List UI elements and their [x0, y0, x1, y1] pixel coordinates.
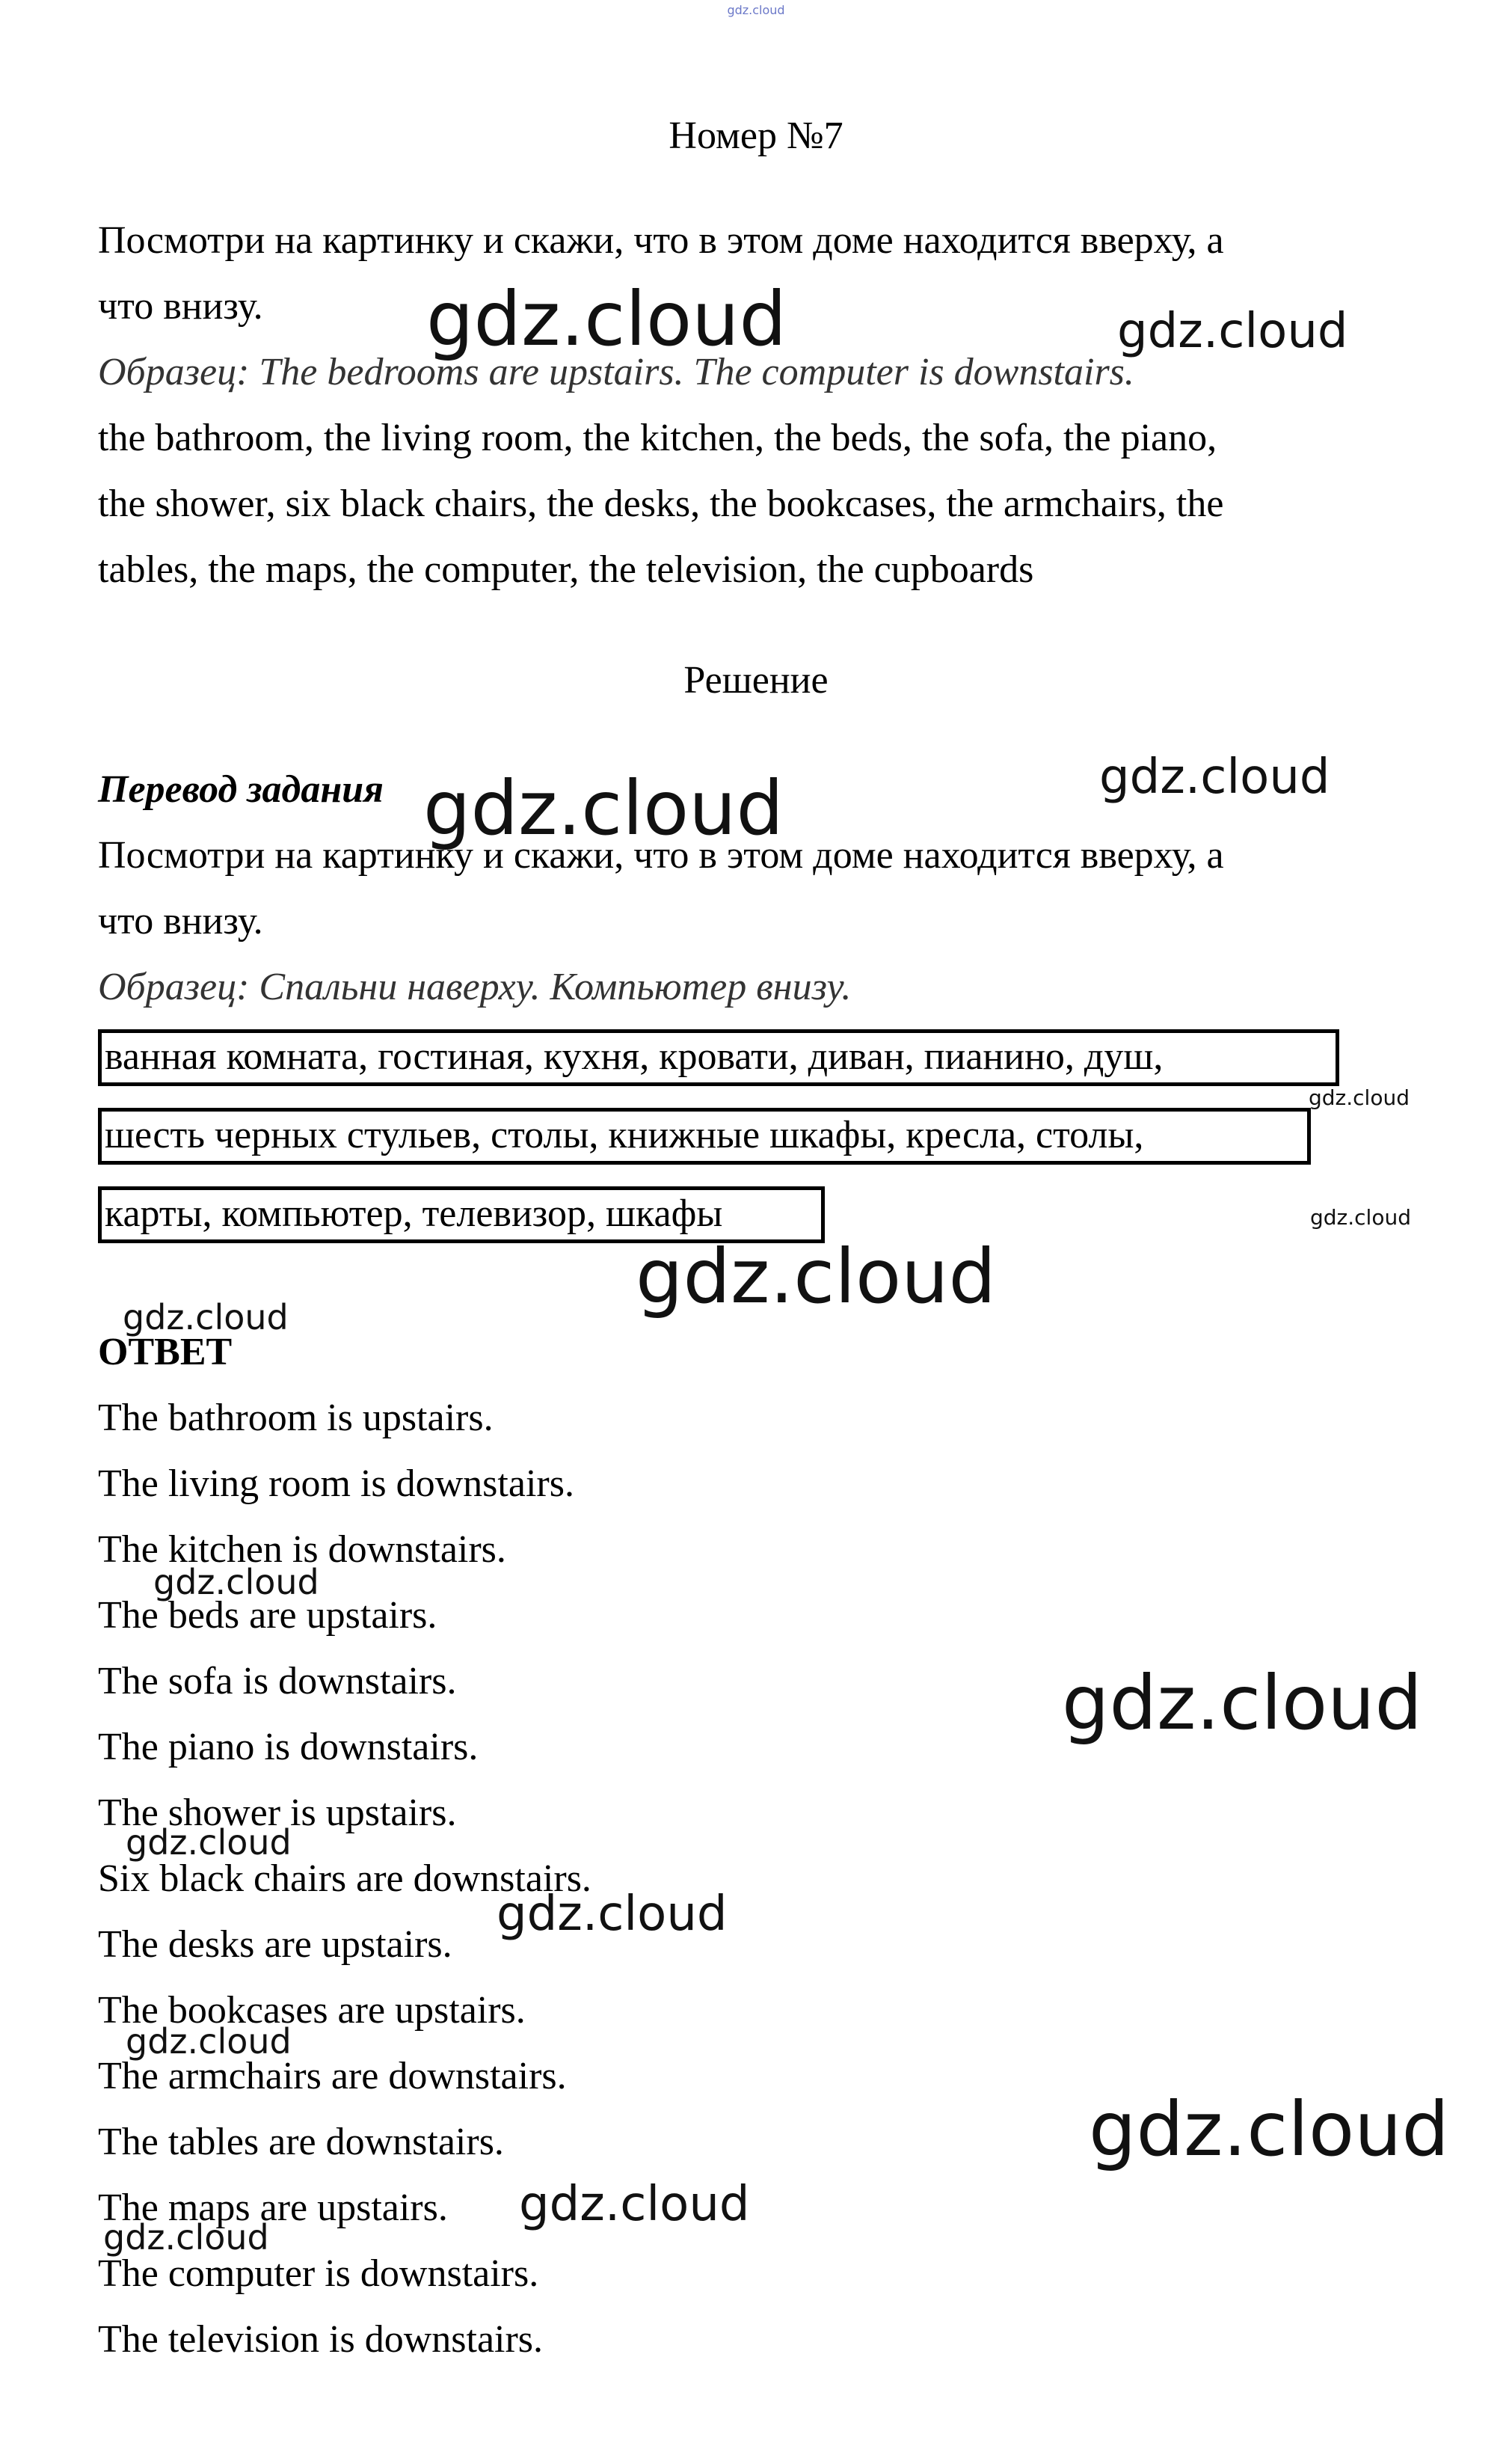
watermark: gdz.cloud [423, 764, 784, 852]
watermark: gdz.cloud [519, 2177, 750, 2232]
watermark: gdz.cloud [636, 1233, 997, 1320]
watermark: gdz.cloud [123, 1297, 289, 1337]
answer-line: The computer is downstairs. [98, 2252, 539, 2295]
translation-line-2: что внизу. [98, 900, 263, 943]
answer-line: The living room is downstairs. [98, 1462, 574, 1505]
watermark: gdz.cloud [1117, 304, 1348, 359]
watermark: gdz.cloud [126, 1822, 292, 1863]
watermark: gdz.cloud [153, 1562, 319, 1602]
task-words-line-3: tables, the maps, the computer, the television, the cupboards [98, 548, 1034, 591]
translation-example: Образец: Спальни наверху. Компьютер внизу. [98, 966, 852, 1008]
answer-line: The television is downstairs. [98, 2318, 544, 2361]
boxed-line-1: ванная комната, гостиная, кухня, кровати, диван, пианино, душ, [98, 1029, 1339, 1086]
watermark: gdz.cloud [1099, 750, 1330, 805]
answer-line: The kitchen is downstairs. [98, 1528, 506, 1571]
answer-line: The bookcases are upstairs. [98, 1989, 526, 2032]
answer-line: The shower is upstairs. [98, 1792, 457, 1834]
boxed-line-3: карты, компьютер, телевизор, шкафы [98, 1186, 825, 1243]
answer-line: The bathroom is upstairs. [98, 1397, 494, 1439]
task-words-line-1: the bathroom, the living room, the kitchen, the beds, the sofa, the piano, [98, 417, 1217, 459]
answer-line: The beds are upstairs. [98, 1594, 437, 1637]
watermark: gdz.cloud [126, 2021, 292, 2062]
task-line-2: что внизу. [98, 285, 263, 328]
watermark: gdz.cloud [426, 275, 787, 363]
answer-line: The tables are downstairs. [98, 2121, 504, 2163]
answer-line: The armchairs are downstairs. [98, 2055, 567, 2097]
task-line-1: Посмотри на картинку и скажи, что в этом доме находится вверху, а [98, 219, 1224, 262]
answer-line: The piano is downstairs. [98, 1726, 479, 1768]
page-title: Номер №7 [669, 114, 843, 157]
translation-heading: Перевод задания [98, 768, 384, 811]
watermark: gdz.cloud [103, 2217, 269, 2258]
watermark: gdz.cloud [1309, 1085, 1410, 1110]
boxed-line-2: шесть черных стульев, столы, книжные шкафы, кресла, столы, [98, 1108, 1311, 1165]
answer-line: Six black chairs are downstairs. [98, 1857, 591, 1900]
task-example: Образец: The bedrooms are upstairs. The computer is downstairs. [98, 351, 1134, 393]
watermark: gdz.cloud [1062, 1659, 1423, 1747]
translation-line-1: Посмотри на картинку и скажи, что в этом доме находится вверху, а [98, 834, 1224, 877]
answer-line: The maps are upstairs. [98, 2186, 448, 2229]
task-words-line-2: the shower, six black chairs, the desks, the bookcases, the armchairs, the [98, 482, 1224, 525]
solution-heading: Решение [683, 659, 829, 702]
watermark: gdz.cloud [1310, 1205, 1411, 1230]
watermark: gdz.cloud [497, 1887, 728, 1942]
answer-line: The desks are upstairs. [98, 1923, 452, 1966]
watermark: gdz.cloud [1089, 2085, 1450, 2173]
answer-heading: ОТВЕТ [98, 1331, 233, 1373]
answer-line: The sofa is downstairs. [98, 1660, 457, 1702]
top-watermark: gdz.cloud [727, 3, 785, 17]
